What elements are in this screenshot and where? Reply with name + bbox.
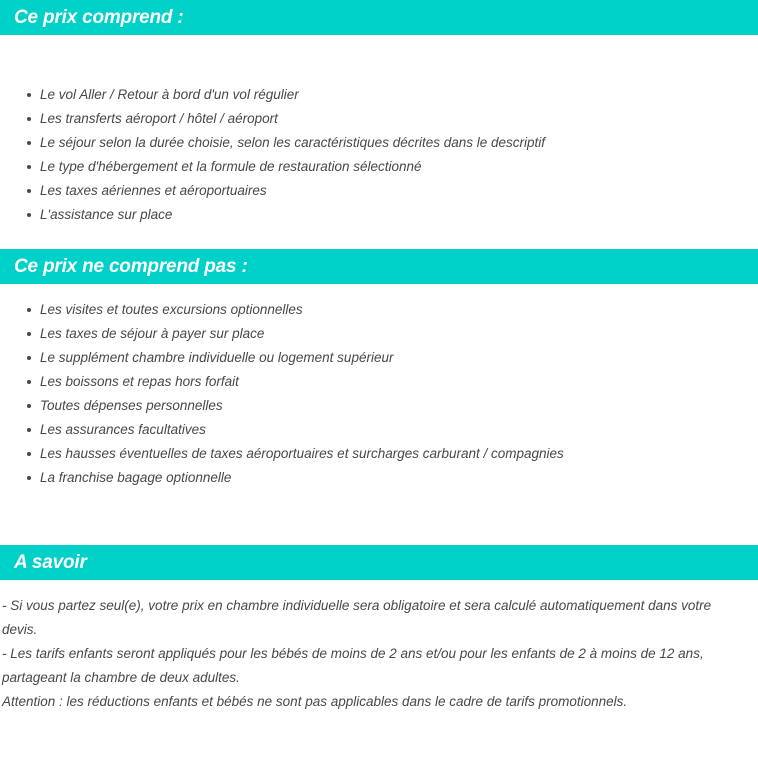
list-item: Les taxes aériennes et aéroportuaires <box>0 179 758 203</box>
note-paragraph: - Si vous partez seul(e), votre prix en chambre individuelle sera obligatoire et sera calculé automatiquement dans votre devis. <box>2 598 712 637</box>
section-title-excluded: Ce prix ne comprend pas : <box>14 256 248 277</box>
included-items-list <box>0 35 758 227</box>
note-paragraph: - Les tarifs enfants seront appliqués pour les bébés de moins de 2 ans et/ou pour les enfants de 2 à moins de 12 ans, partageant la chambre de deux adultes. <box>2 646 704 685</box>
list-item: Le vol Aller / Retour à bord d'un vol régulier <box>0 83 758 107</box>
section-header-good-to-know <box>0 545 758 580</box>
good-to-know-notes <box>0 580 758 714</box>
list-item: Les boissons et repas hors forfait <box>0 370 758 394</box>
section-title-good-to-know: A savoir <box>14 552 87 573</box>
list-item: Les transferts aéroport / hôtel / aéroport <box>0 107 758 131</box>
section-header-included <box>0 0 758 35</box>
list-item: Le supplément chambre individuelle ou logement supérieur <box>0 346 758 370</box>
list-item: L'assistance sur place <box>0 203 758 227</box>
list-item: Les visites et toutes excursions optionnelles <box>0 298 758 322</box>
section-header-excluded <box>0 249 758 284</box>
list-item: Le séjour selon la durée choisie, selon les caractéristiques décrites dans le descriptif <box>0 131 758 155</box>
list-item: Les assurances facultatives <box>0 418 758 442</box>
section-spacer <box>0 227 758 249</box>
section-spacer <box>0 490 758 545</box>
section-title-included: Ce prix comprend : <box>14 7 184 28</box>
list-item: Les taxes de séjour à payer sur place <box>0 322 758 346</box>
list-item: La franchise bagage optionnelle <box>0 466 758 490</box>
list-item: Le type d'hébergement et la formule de restauration sélectionné <box>0 155 758 179</box>
list-item: Toutes dépenses personnelles <box>0 394 758 418</box>
list-item: Les hausses éventuelles de taxes aéroportuaires et surcharges carburant / compagnies <box>0 442 758 466</box>
excluded-items-list <box>0 284 758 490</box>
note-paragraph: Attention : les réductions enfants et bébés ne sont pas applicables dans le cadre de tarifs promotionnels. <box>2 694 628 709</box>
